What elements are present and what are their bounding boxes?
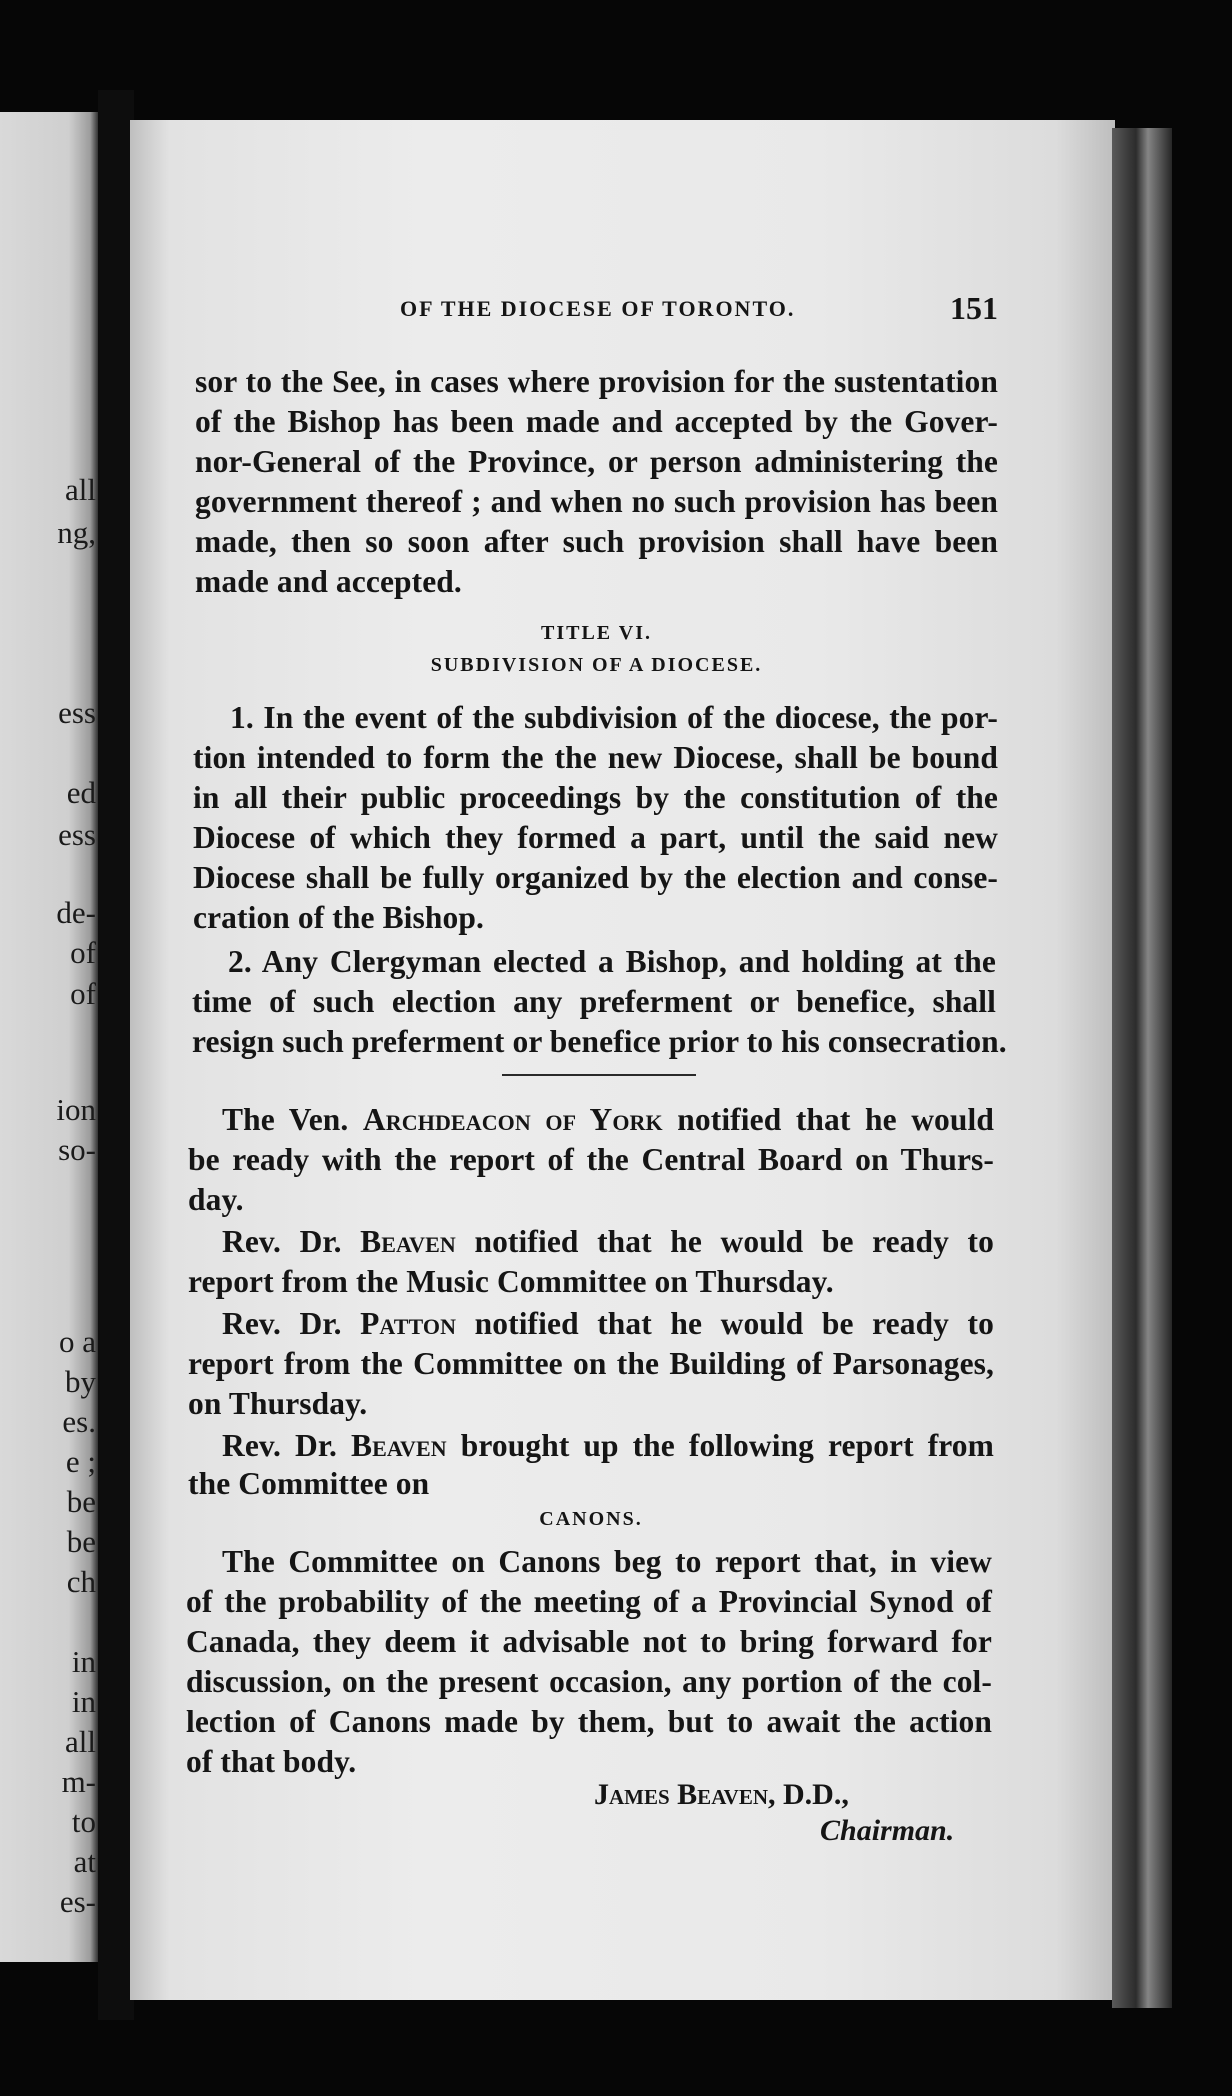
prev-fragment: all bbox=[65, 472, 96, 507]
notice-prefix: Rev. Dr. bbox=[222, 1428, 351, 1463]
text-line: 2. Any Clergyman elected a Bishop, and holding at the bbox=[228, 944, 996, 979]
book-gutter bbox=[98, 90, 134, 2020]
prev-fragment: es- bbox=[59, 1884, 96, 1919]
text-line: Canada, they deem it advisable not to bring forward for bbox=[186, 1624, 992, 1659]
notice-text: notified that he would be ready to bbox=[455, 1224, 994, 1259]
text-line: report from the Committee on the Building of Parsonages, bbox=[188, 1346, 994, 1381]
page-number: 151 bbox=[950, 290, 998, 326]
notice-report bbox=[222, 1428, 994, 1464]
text-line: report from the Music Committee on Thursday. bbox=[188, 1264, 834, 1299]
text-line: made and accepted. bbox=[195, 564, 462, 599]
text-line: on Thursday. bbox=[188, 1386, 368, 1421]
text-line: tion intended to form the the new Diocese, shall be bound bbox=[193, 740, 998, 775]
text-line: of that body. bbox=[186, 1744, 357, 1779]
canons-heading: CANONS. bbox=[539, 1508, 643, 1530]
prev-fragment: ess bbox=[58, 817, 96, 852]
separator-rule bbox=[502, 1074, 696, 1076]
prev-fragment: ch bbox=[66, 1564, 96, 1599]
text-line: cration of the Bishop. bbox=[193, 900, 484, 935]
text-line: the Committee on bbox=[188, 1466, 430, 1501]
prev-fragment: ng, bbox=[57, 515, 96, 550]
prev-fragment: ess bbox=[58, 695, 96, 730]
prev-fragment: to bbox=[71, 1804, 96, 1839]
notice-name: Patton bbox=[360, 1306, 457, 1341]
text-line: time of such election any preferment or benefice, shall bbox=[192, 984, 996, 1019]
running-title: OF THE DIOCESE OF TORONTO. bbox=[400, 296, 796, 321]
notice-archdeacon bbox=[222, 1102, 994, 1138]
notice-prefix: The Ven. bbox=[222, 1102, 363, 1137]
prev-fragment: o a bbox=[58, 1324, 96, 1359]
prev-fragment: in bbox=[71, 1644, 96, 1679]
prev-fragment: be bbox=[66, 1524, 96, 1559]
section-subtitle: SUBDIVISION OF A DIOCESE. bbox=[430, 654, 763, 676]
prev-fragment: of bbox=[70, 935, 96, 970]
section-title: TITLE VI. bbox=[540, 622, 652, 644]
prev-fragment: at bbox=[73, 1844, 96, 1879]
prev-fragment: by bbox=[65, 1364, 96, 1399]
prev-fragment: ed bbox=[66, 775, 96, 810]
page-stack-edge bbox=[1112, 128, 1172, 2008]
text-line: nor-General of the Province, or person administering the bbox=[195, 444, 998, 479]
text-line: Diocese of which they formed a part, until the said new bbox=[193, 820, 998, 855]
text-line: resign such preferment or benefice prior to his consecration. bbox=[192, 1024, 1007, 1059]
prev-fragment: so- bbox=[58, 1132, 96, 1167]
text-line: day. bbox=[188, 1182, 244, 1217]
text-line: Diocese shall be fully organized by the election and conse- bbox=[193, 860, 998, 895]
text-line: sor to the See, in cases where provision for the sustentation bbox=[195, 364, 998, 399]
signatory-degree: , D.D., bbox=[768, 1778, 849, 1811]
notice-text: brought up the following report from bbox=[446, 1428, 994, 1463]
notice-text: notified that he would be ready to bbox=[456, 1306, 994, 1341]
signatory-name: James Beaven bbox=[594, 1778, 768, 1811]
text-line: of the probability of the meeting of a Provincial Synod of bbox=[186, 1584, 992, 1619]
notice-name: Beaven bbox=[360, 1224, 456, 1259]
prev-fragment: m- bbox=[61, 1764, 96, 1799]
signature-name bbox=[594, 1778, 849, 1812]
prev-fragment: es. bbox=[62, 1404, 96, 1439]
text-line: in all their public proceedings by the constitution of the bbox=[193, 780, 998, 815]
notice-patton bbox=[222, 1306, 994, 1342]
prev-fragment: ion bbox=[56, 1092, 96, 1127]
notice-beaven bbox=[222, 1224, 994, 1260]
prev-fragment: de- bbox=[56, 895, 96, 930]
text-line: discussion, on the present occasion, any portion of the col- bbox=[186, 1664, 992, 1699]
notice-prefix: Rev. Dr. bbox=[222, 1224, 361, 1259]
text-line: lection of Canons made by them, but to await the action bbox=[186, 1704, 992, 1739]
notice-prefix: Rev. Dr. bbox=[222, 1306, 361, 1341]
running-head bbox=[195, 290, 998, 330]
prev-fragment: in bbox=[71, 1684, 96, 1719]
text-line: of the Bishop has been made and accepted by the Gover- bbox=[195, 404, 998, 439]
notice-text: notified that he would bbox=[662, 1102, 994, 1137]
text-line: made, then so soon after such provision shall have been bbox=[195, 524, 998, 559]
notice-name: Beaven bbox=[350, 1428, 447, 1463]
prev-fragment: all bbox=[65, 1724, 96, 1759]
text-line: be ready with the report of the Central Board on Thurs- bbox=[188, 1142, 994, 1177]
notice-name: Archdeacon of York bbox=[362, 1102, 663, 1137]
previous-page-edge bbox=[0, 112, 98, 1962]
prev-fragment: be bbox=[66, 1484, 96, 1519]
signature-role: Chairman. bbox=[820, 1814, 955, 1847]
prev-fragment: of bbox=[70, 976, 96, 1011]
text-line: 1. In the event of the subdivision of the diocese, the por- bbox=[230, 700, 998, 735]
text-line: government thereof ; and when no such provision has been bbox=[195, 484, 998, 519]
text-line: The Committee on Canons beg to report that, in view bbox=[222, 1544, 992, 1579]
prev-fragment: e ; bbox=[65, 1444, 96, 1479]
